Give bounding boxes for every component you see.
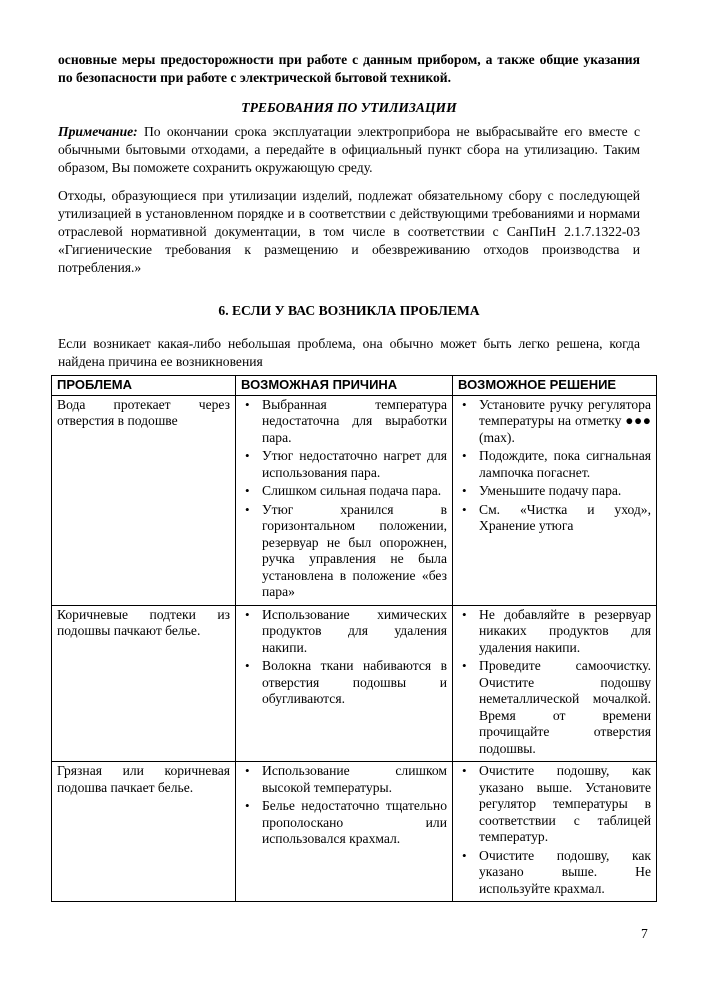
recycling-heading: ТРЕБОВАНИЯ ПО УТИЛИЗАЦИИ	[241, 100, 457, 115]
list-item: • Очистите подошву, как указано выше. Не используйте крахмал.	[462, 847, 651, 896]
list-item: • Очистите подошву, как указано выше. Установите регулятор температуры в соответствии с таблицей температур.	[462, 763, 651, 844]
list-item: • Проведите самоочистку. Очистите подошву неметаллической мочалкой. Время от времени прочищайте отверстия подошвы.	[462, 658, 651, 756]
table-row	[52, 605, 657, 762]
solution-cell	[453, 762, 657, 902]
cause-cell	[236, 605, 453, 762]
note-text: По окончании срока эксплуатации электроприбора не выбрасывайте его вместе с обычными бытовыми отходами, а передайте в официальный пункт сбора на утилизацию. Таким образом, Вы поможете сохранить окружающую среду.	[58, 124, 640, 175]
list-item: • Выбранная температура недостаточна для выработки пара.	[245, 396, 447, 445]
header-problem: ПРОБЛЕМА	[52, 376, 236, 396]
table-row	[52, 762, 657, 902]
header-cause: ВОЗМОЖНАЯ ПРИЧИНА	[236, 376, 453, 396]
solution-cell	[453, 395, 657, 605]
intro-safety-paragraph: основные меры предосторожности при работе с данным прибором, а также общие указания по безопасности при работе с электрической бытовой техникой.	[58, 52, 640, 85]
list-item: • Слишком сильная подача пара.	[245, 483, 442, 498]
section-title: 6. ЕСЛИ У ВАС ВОЗНИКЛА ПРОБЛЕМА	[218, 303, 480, 318]
problem-cell: Коричневые подтеки из подошвы пачкают белье.	[52, 605, 236, 762]
list-item: • Уменьшите подачу пара.	[462, 483, 622, 498]
waste-disposal-paragraph: Отходы, образующиеся при утилизации изделий, подлежат обязательному сбору с последующей утилизацией в установленном порядке и в соответствии с действующими требованиями и нормами отраслевой нормативной документации, в том числе в соответствии с СанПиН 2.1.7.1322-03 «Гигиенические требования к размещению и обезвреживанию отходов производства и потребления.»	[58, 188, 640, 275]
solution-cell	[453, 605, 657, 762]
list-item: • Утюг хранился в горизонтальном положении, резервуар не был опорожнен, ручка управления не была установлена в положение «без пара»	[245, 501, 447, 599]
list-item: • Не добавляйте в резервуар никаких продуктов для удаления накипи.	[462, 606, 651, 655]
cause-cell	[236, 762, 453, 902]
table-row	[52, 395, 657, 605]
problem-cell: Вода протекает через отверстия в подошве	[52, 395, 236, 605]
list-item: • Белье недостаточно тщательно прополоскано или использовался крахмал.	[245, 798, 447, 846]
note-label: Примечание:	[58, 124, 138, 139]
header-solution: ВОЗМОЖНОЕ РЕШЕНИЕ	[453, 376, 657, 396]
table-header-row	[52, 376, 657, 396]
section-intro-paragraph: Если возникает какая-либо небольшая проблема, она обычно может быть легко решена, когда найдена причина ее возникновения	[58, 336, 640, 369]
list-item: • Использование слишком высокой температуры.	[245, 763, 447, 795]
list-item: • Волокна ткани набиваются в отверстия подошвы и обугливаются.	[245, 658, 447, 706]
list-item: • Утюг недостаточно нагрет для использования пара.	[245, 448, 447, 480]
cause-cell	[236, 395, 453, 605]
troubleshooting-table	[51, 375, 657, 902]
page-number: 7	[641, 926, 648, 941]
recycling-note-paragraph	[58, 123, 640, 177]
list-item: • Подождите, пока сигнальная лампочка погаснет.	[462, 448, 651, 480]
list-item: • Установите ручку регулятора температуры на отметку ●●● (max).	[462, 396, 651, 445]
problem-cell: Грязная или коричневая подошва пачкает белье.	[52, 762, 236, 902]
list-item: • Использование химических продуктов для удаления накипи.	[245, 606, 447, 655]
list-item: • См. «Чистка и уход», Хранение утюга	[462, 501, 651, 533]
